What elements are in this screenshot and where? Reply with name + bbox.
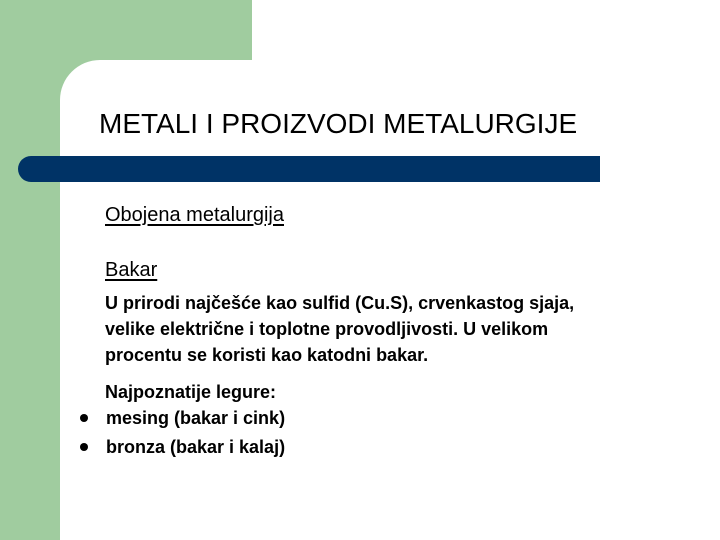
- heading-obojena-metalurgija: Obojena metalurgija: [105, 204, 284, 226]
- paragraph-line: procentu se koristi kao katodni bakar.: [105, 345, 429, 365]
- title-underline-bar: [18, 156, 600, 182]
- slide-title: METALI I PROIZVODI METALURGIJE: [99, 108, 578, 139]
- copper-description: [105, 290, 665, 368]
- alloy-label: bronza (bakar i kalaj): [106, 437, 286, 457]
- alloy-label: mesing (bakar i cink): [106, 408, 286, 428]
- bullet-dot-icon: [80, 414, 88, 422]
- paragraph-line: U prirodi najčešće kao sulfid (Cu.S), crvenkastog sjaja,: [105, 293, 575, 313]
- bullet-dot-icon: [80, 443, 88, 451]
- paragraph-line: velike električne i toplotne provodljivosti. U velikom: [105, 319, 549, 339]
- heading-bakar: Bakar: [105, 259, 158, 281]
- alloys-title: Najpoznatije legure:: [105, 382, 277, 402]
